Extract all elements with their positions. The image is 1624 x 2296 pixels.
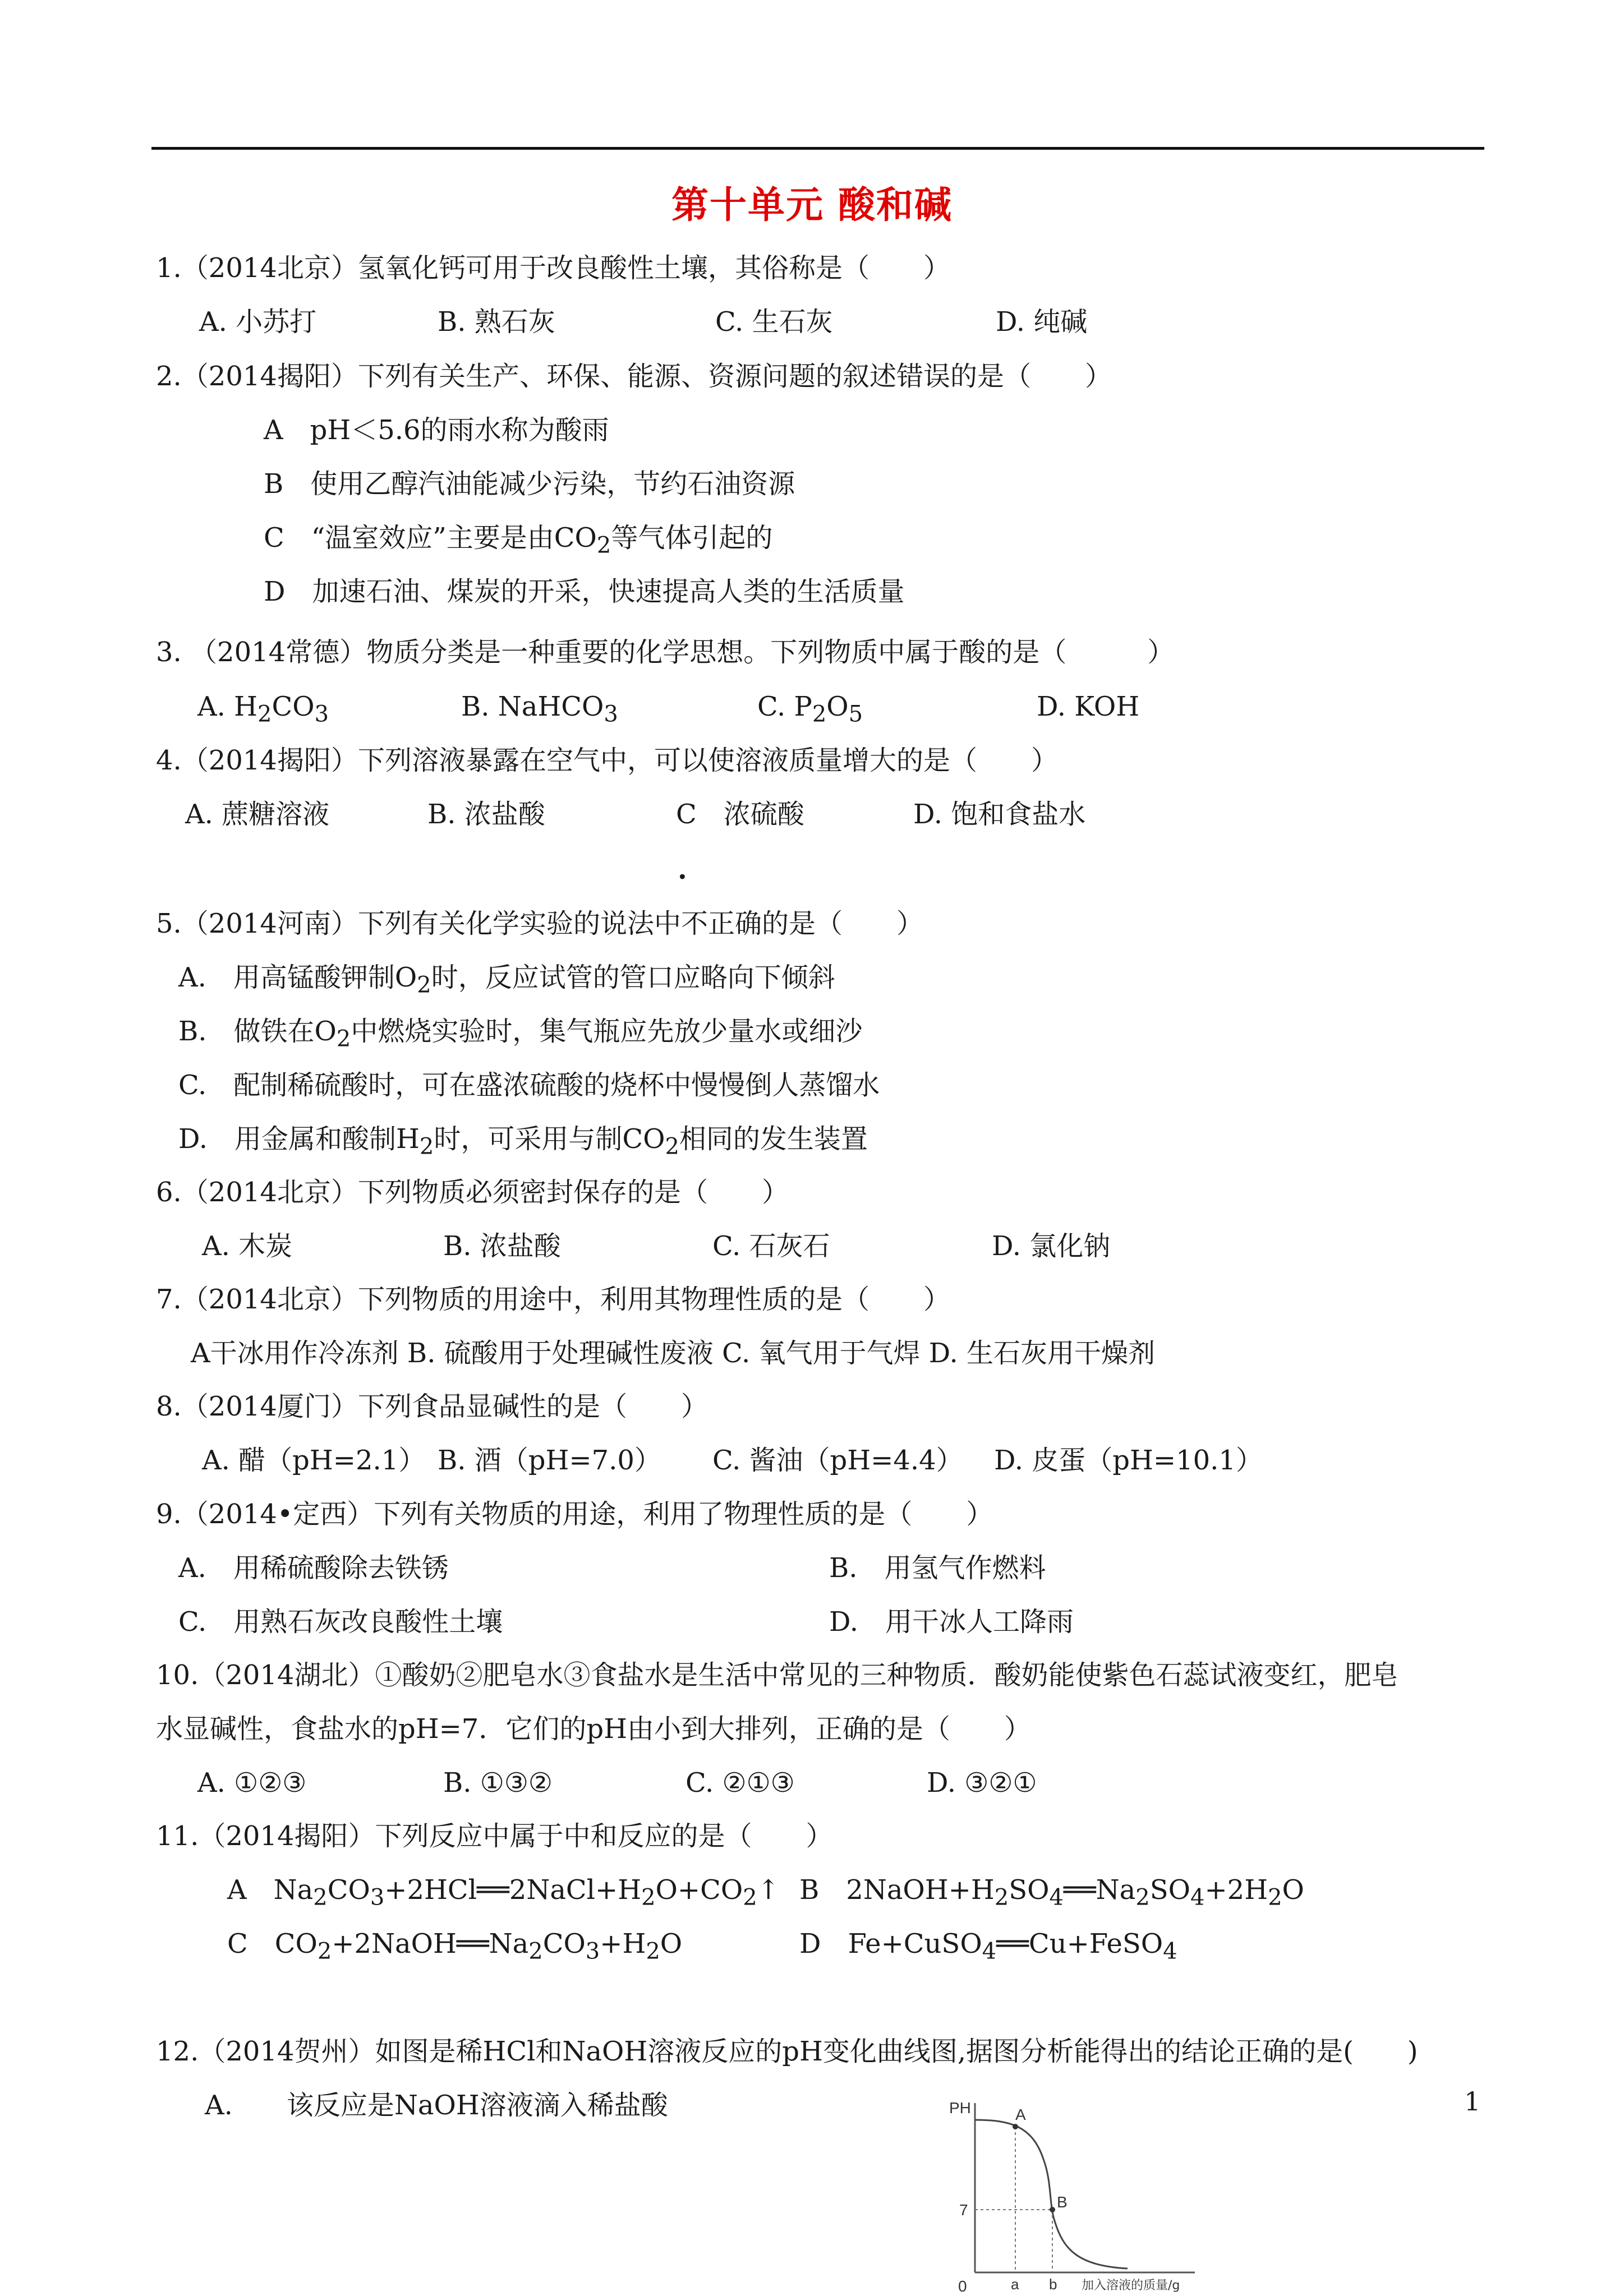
q3-option-a: A. $H_2CO_3$ (197, 691, 329, 727)
q4-option-c: C 浓硫酸 (676, 799, 804, 830)
q10-option-d: D. ③②① (927, 1767, 1037, 1799)
q12-stem: 12.（2014贺州）如图是稀HCl和NaOH溶液反应的pH变化曲线图,据图分析能得出的结论正确的是( ) (156, 2036, 1418, 2067)
q1-stem: 1.（2014北京）氢氧化钙可用于改良酸性土壤，其俗称是（ ） (156, 252, 950, 284)
q10-option-b: B. ①③② (443, 1767, 553, 1799)
y-axis-label: PH (949, 2099, 971, 2117)
q1-option-a: A. 小苏打 (199, 306, 317, 338)
q2-option-a: A pH＜5.6的雨水称为酸雨 (264, 414, 609, 446)
q8-option-a: A. 醋（pH=2.1） (202, 1445, 426, 1476)
q2-option-b: B 使用乙醇汽油能减少污染，节约石油资源 (264, 468, 795, 500)
tick-b: b (1049, 2276, 1057, 2293)
q9-option-b: B. 用氢气作燃料 (829, 1552, 1046, 1584)
q8-option-c: C. 酱油（pH=4.4） (712, 1445, 963, 1476)
q8-option-b: B. 酒（pH=7.0） (438, 1445, 661, 1476)
q6-option-b: B. 浓盐酸 (443, 1230, 561, 1262)
q1-option-c: C. 生石灰 (715, 306, 833, 338)
point-a-marker (1013, 2124, 1018, 2129)
q10-stem-line1: 10.（2014湖北）①酸奶②肥皂水③食盐水是生活中常见的三种物质．酸奶能使紫色石蕊试液变红，肥皂 (156, 1659, 1398, 1691)
q8-stem: 8.（2014厦门）下列食品显碱性的是（ ） (156, 1391, 708, 1422)
page-number: 1 (1464, 2086, 1481, 2117)
q3-option-c: C. $P_2O_5$ (757, 691, 863, 727)
q10-option-a: A. ①②③ (197, 1767, 307, 1799)
q7-stem: 7.（2014北京）下列物质的用途中，利用其物理性质的是（ ） (156, 1284, 950, 1315)
q4-option-d: D. 饱和食盐水 (913, 799, 1086, 830)
header-rule (151, 147, 1484, 150)
q7-options: A干冰用作冷冻剂 B. 硫酸用于处理碱性废液 C. 氧气用于气焊 D. 生石灰用干燥剂 (191, 1338, 1156, 1369)
page-title: 第十单元 酸和碱 (671, 183, 953, 227)
q4-option-a: A. 蔗糖溶液 (185, 799, 330, 830)
q11-option-a: A $Na_2CO_3+2HCl══2NaCl+H_2O+CO_2↑$ (227, 1874, 780, 1911)
q10-stem-line2: 水显碱性，食盐水的pH=7．它们的pH由小到大排列，正确的是（ ） (156, 1713, 1031, 1745)
tick-7: 7 (959, 2201, 968, 2219)
q3-option-d: D. KOH (1037, 691, 1140, 722)
point-a-label: A (1015, 2106, 1026, 2123)
q11-option-d: D Fe+CuSO$_4$══Cu+FeSO$_4$ (799, 1928, 1177, 1965)
q9-stem: 9.（2014•定西）下列有关物质的用途，利用了物理性质的是（ ） (156, 1499, 993, 1530)
q6-stem: 6.（2014北京）下列物质必须密封保存的是（ ） (156, 1177, 789, 1208)
q1-option-d: D. 纯碱 (996, 306, 1088, 338)
point-b-label: B (1057, 2193, 1068, 2211)
q8-option-d: D. 皮蛋（pH=10.1） (994, 1445, 1263, 1476)
q5-option-b: B. 做铁在$O_2$中燃烧实验时，集气瓶应先放少量水或细沙 (178, 1016, 863, 1052)
point-b-marker (1050, 2207, 1055, 2212)
q5-option-d: D. 用金属和酸制$H_2$时，可采用与制$CO_2$相同的发生装置 (178, 1123, 868, 1160)
tick-a: a (1011, 2276, 1019, 2293)
ph-curve-figure (948, 2097, 1206, 2294)
q3-stem: 3. （2014常德）物质分类是一种重要的化学思想。下列物质中属于酸的是（ ） (156, 637, 1175, 668)
q5-option-c: C. 配制稀硫酸时，可在盛浓硫酸的烧杯中慢慢倒人蒸馏水 (178, 1069, 880, 1101)
q11-stem: 11.（2014揭阳）下列反应中属于中和反应的是（ ） (156, 1820, 833, 1852)
q10-option-c: C. ②①③ (686, 1767, 795, 1799)
q2-option-c: C “温室效应”主要是由$CO_2$等气体引起的 (264, 522, 773, 559)
q1-option-b: B. 熟石灰 (438, 306, 555, 338)
q11-option-b: B $2NaOH+H_2SO_4══Na_2SO_4+2H_2O$ (799, 1874, 1304, 1911)
q2-option-d: D 加速石油、煤炭的开采，快速提高人类的生活质量 (264, 576, 905, 607)
q6-option-d: D. 氯化钠 (992, 1230, 1111, 1262)
q6-option-a: A. 木炭 (202, 1230, 293, 1262)
stray-dot: . (678, 854, 687, 886)
q6-option-c: C. 石灰石 (712, 1230, 830, 1262)
q11-option-c: C $CO_2+2NaOH══Na_2CO_3+H_2O$ (227, 1928, 683, 1965)
ph-curve (975, 2120, 1128, 2269)
q12-option-a: A. 该反应是NaOH溶液滴入稀盐酸 (205, 2090, 668, 2121)
q5-stem: 5.（2014河南）下列有关化学实验的说法中不正确的是（ ） (156, 908, 923, 939)
q9-option-a: A. 用稀硫酸除去铁锈 (178, 1552, 449, 1584)
origin-label: 0 (958, 2277, 967, 2294)
q5-option-a: A. 用高锰酸钾制$O_2$时，反应试管的管口应略向下倾斜 (178, 962, 835, 998)
q4-option-b: B. 浓盐酸 (427, 799, 545, 830)
q2-stem: 2.（2014揭阳）下列有关生产、环保、能源、资源问题的叙述错误的是（ ） (156, 361, 1112, 392)
x-axis-label: 加入溶液的质量/g (1082, 2279, 1180, 2293)
q4-stem: 4.（2014揭阳）下列溶液暴露在空气中，可以使溶液质量增大的是（ ） (156, 745, 1058, 776)
q9-option-c: C. 用熟石灰改良酸性土壤 (178, 1606, 503, 1638)
q3-option-b: B. NaHCO$_3$ (461, 691, 618, 727)
q9-option-d: D. 用干冰人工降雨 (829, 1606, 1074, 1638)
